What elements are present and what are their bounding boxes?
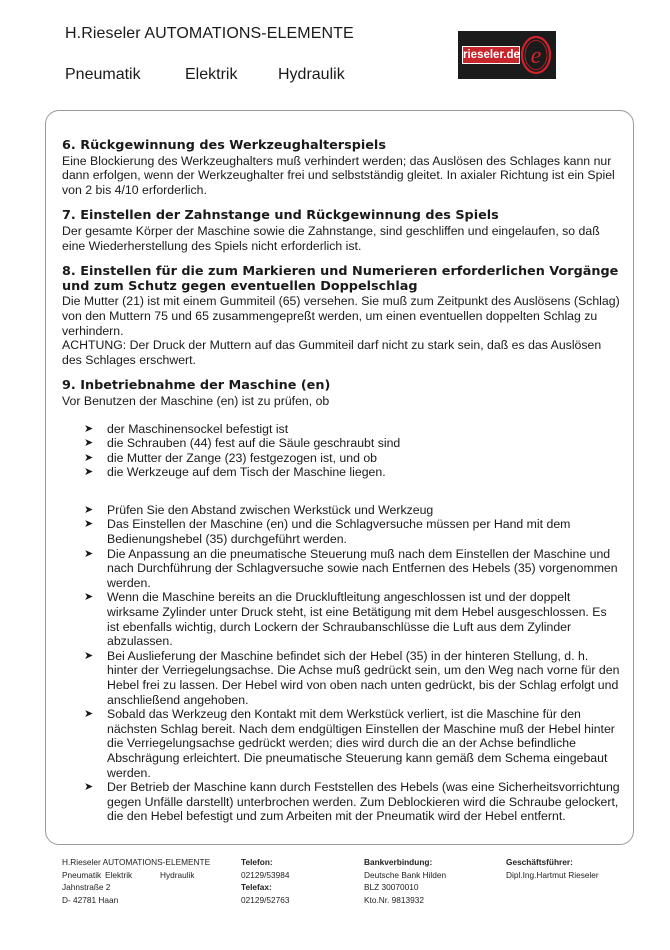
arrow-bullet-icon: ➤ — [84, 466, 94, 479]
list-item: ➤ Bei Auslieferung der Maschine befindet sich der Hebel (35) in der hinteren Stellung, d. h. hinter der Verriegelungsachse. Die Achse muß gedrückt sein, um den Weg nach vorne für den Hebel frei zu lassen. Der Hebel wird von oben nach unten gedrückt, bis der Schlag erfolgt und anschließend angehoben. — [84, 648, 620, 707]
arrow-bullet-icon: ➤ — [84, 547, 94, 560]
division-pneumatik: Pneumatik — [65, 66, 141, 83]
section-paragraph: Die Mutter (21) ist mit einem Gummiteil (65) versehen. Sie muß zum Zeitpunkt des Auslösens (Schlag) von den Muttern 75 und 65 zusammengepreßt werden, um einen eventuellen doppelten Schlag zu verhindern. — [62, 294, 620, 338]
division-hydraulik: Hydraulik — [278, 66, 345, 83]
arrow-bullet-icon: ➤ — [84, 503, 94, 516]
footer-company: H.Rieseler AUTOMATIONS-ELEMENTE — [62, 857, 211, 867]
account-number: Kto.Nr. 9813932 — [364, 894, 424, 905]
footer-address — [62, 856, 210, 906]
list-item: ➤ die Mutter der Zange (23) festgezogen ist, und ob — [84, 450, 378, 465]
logo-e-icon — [520, 35, 552, 75]
footer-director — [506, 856, 599, 881]
phone-number: 02129/53984 — [241, 869, 290, 880]
logo-mark: e — [530, 43, 542, 69]
director-label: Geschäftsführer: — [506, 857, 573, 867]
bank-code: BLZ 30070010 — [364, 882, 419, 892]
footer-street: Jahnstraße 2 — [62, 882, 111, 892]
arrow-bullet-icon: ➤ — [84, 437, 94, 450]
list-item: ➤ Wenn die Maschine bereits an die Druckluftleitung angeschlossen ist und der doppelt wirksame Zylinder unter Druck steht, ist eine Betätigung mit dem Hebel ausgeschlossen. Es ist ebenfalls wichtig, durch Lockern der Schraubanschlüsse die Luft aus dem Zylinder abzulassen. — [84, 590, 607, 649]
arrow-bullet-icon: ➤ — [84, 422, 94, 435]
company-logo — [458, 31, 556, 79]
section-intro: Vor Benutzen der Maschine (en) ist zu prüfen, ob — [62, 393, 330, 408]
director-name: Dipl.Ing.Hartmut Rieseler — [506, 869, 599, 880]
arrow-bullet-icon: ➤ — [84, 591, 94, 604]
fax-label: Telefax: — [241, 882, 272, 892]
section-title: 6. Rückgewinnung des Werkzeughalterspiels — [62, 138, 386, 153]
company-name: H.Rieseler AUTOMATIONS-ELEMENTE — [65, 25, 354, 42]
division-list — [65, 66, 345, 84]
arrow-bullet-icon: ➤ — [84, 451, 94, 464]
list-item: ➤ Prüfen Sie den Abstand zwischen Werkstück und Werkzeug — [84, 502, 434, 517]
footer-bank — [364, 856, 446, 906]
section-8 — [62, 265, 622, 367]
section-9 — [62, 379, 622, 824]
list-item: ➤ der Maschinensockel befestigt ist — [84, 421, 289, 436]
document-body — [62, 139, 622, 824]
division-elektrik: Elektrik — [185, 66, 238, 83]
section-warning: ACHTUNG: Der Druck der Muttern auf das Gummiteil darf nicht zu stark sein, daß es das Auslösen des Schlages erschwert. — [62, 338, 602, 367]
section-7 — [62, 209, 622, 253]
list-item: ➤ die Werkzeuge auf dem Tisch der Maschine liegen. — [84, 465, 386, 480]
section-title: 7. Einstellen der Zahnstange und Rückgewinnung des Spiels — [62, 208, 499, 224]
section-paragraph: Eine Blockierung des Werkzeughalters muß verhindert werden; das Auslösen des Schlages kann nur dann erfolgen, wenn der Werkzeughalter frei und selbstständig gleitet. In axialer Richtung ist ein Spiel von 2 bis 4/10 erforderlich. — [62, 153, 615, 197]
bank-name: Deutsche Bank Hilden — [364, 869, 447, 880]
section-title: 9. Inbetriebnahme der Maschine (en) — [62, 378, 331, 394]
section-title: 8. Einstellen für die zum Markieren und Numerieren erforderlichen Vorgänge und zum Schutz gegen eventuellen Doppelschlag — [62, 264, 619, 294]
list-item: ➤ Sobald das Werkzeug den Kontakt mit dem Werkstück verliert, ist die Maschine für den nächsten Schlag bereit. Nach dem endgültigen Einstellen der Maschine muß der Hebel hinter die Verriegelungsachse gedrückt werden; dies wird durch die an der Achse befindliche Abschrägung erleichtert. Die pneumatische Steuerung kann gemäß dem Schema eingebaut werden. — [84, 707, 615, 780]
arrow-bullet-icon: ➤ — [84, 708, 94, 721]
list-item: ➤ Das Einstellen der Maschine (en) und die Schlagversuche müssen per Hand mit dem Bedienungshebel (35) durchgeführt werden. — [84, 517, 571, 547]
arrow-bullet-icon: ➤ — [84, 649, 94, 662]
footer-divisions: Pneumatik Elektrik Hydraulik — [62, 869, 195, 880]
logo-badge: rieseler.de — [462, 46, 520, 64]
arrow-bullet-icon: ➤ — [84, 781, 94, 794]
instruction-list — [62, 503, 622, 824]
footer-contact — [241, 856, 289, 906]
list-item: ➤ Der Betrieb der Maschine kann durch Feststellen des Hebels (was eine Sicherheitsvorrichtung gegen Unfälle darstellt) unterbrochen werden. Zum Deblockieren wird die Schraube gelockert, die den Hebel befestigt und zum Arbeiten mit der Pneumatik wird der Hebel entfernt. — [84, 780, 620, 824]
section-paragraph: Der gesamte Körper der Maschine sowie die Zahnstange, sind geschliffen und eingelaufen, so daß eine Wiederherstellung des Spiels nicht erforderlich ist. — [62, 223, 600, 253]
check-list — [62, 422, 622, 480]
list-item: ➤ die Schrauben (44) fest auf die Säule geschraubt sind — [84, 436, 401, 451]
fax-number: 02129/52763 — [241, 894, 290, 905]
arrow-bullet-icon: ➤ — [84, 518, 94, 531]
section-6 — [62, 139, 622, 197]
footer-city: D- 42781 Haan — [62, 894, 119, 905]
bank-label: Bankverbindung: — [364, 857, 433, 867]
list-item: ➤ Die Anpassung an die pneumatische Steuerung muß nach dem Einstellen der Maschine und nach Durchführung der Schlagversuche sowie nach Entfernen des Hebels (35) vorgenommen werden. — [84, 546, 618, 590]
phone-label: Telefon: — [241, 857, 273, 867]
